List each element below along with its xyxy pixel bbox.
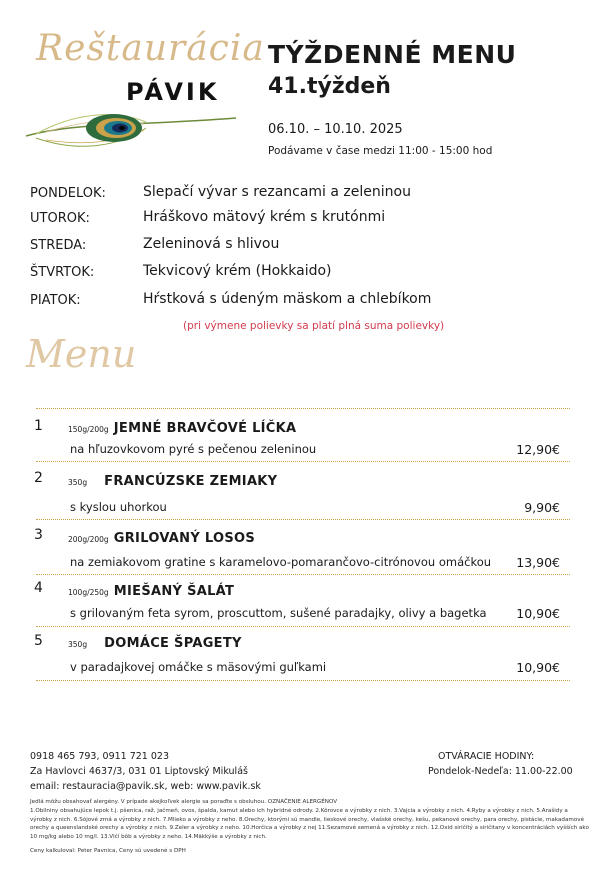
date-range: 06.10. – 10.10. 2025	[268, 122, 403, 137]
dish-heading	[68, 580, 234, 599]
dish-name: MIEŠANÝ ŠALÁT	[113, 584, 235, 599]
divider	[36, 408, 570, 409]
dish-description: s kyslou uhorkou	[70, 500, 167, 514]
dish-description: s grilovaným feta syrom, proscuttom, sušené paradajky, olivy a bagetka	[70, 606, 487, 620]
week-label: 41.týždeň	[268, 74, 391, 99]
dish-number: 5	[34, 633, 43, 649]
opening-hours-label: OTVÁRACIE HODINY:	[438, 751, 535, 762]
soup-day: ŠTVRTOK:	[30, 265, 95, 280]
logo-name: PÁVIK	[126, 78, 220, 106]
allergen-line: 10 mg/kg alebo 10 mg/l. 13.Vlčí bôb a výrobky z neho. 14.Mäkkýše a výrobky z nich.	[30, 833, 267, 840]
dish-heading	[68, 632, 242, 651]
dish-name: DOMÁCE ŠPAGETY	[104, 636, 242, 651]
page-title: TÝŽDENNÉ MENU	[268, 40, 517, 69]
dish-heading	[68, 527, 255, 546]
divider	[36, 461, 570, 462]
soup-day: STREDA:	[30, 238, 87, 253]
dish-description: na zemiakovom gratine s karamelovo-pomarančovo-citrónovou omáčkou	[70, 555, 492, 569]
soup-day: PONDELOK:	[30, 186, 106, 201]
soup-name: Tekvicový krém (Hokkaido)	[143, 263, 332, 279]
soup-day: UTOROK:	[30, 211, 90, 226]
contact-info: email: restauracia@pavik.sk, web: www.pavik.sk	[30, 781, 261, 792]
dish-heading	[68, 470, 277, 489]
dish-name: FRANCÚZSKE ZEMIAKY	[104, 474, 278, 489]
serving-hours: Podávame v čase medzi 11:00 - 15:00 hod	[268, 145, 493, 157]
dish-price: 12,90€	[516, 442, 560, 457]
soup-name: Slepačí vývar s rezancami a zeleninou	[143, 184, 411, 200]
dish-weight: 350g	[68, 478, 88, 487]
dish-number: 1	[34, 418, 43, 434]
soup-note: (pri výmene polievky sa platí plná suma polievky)	[183, 320, 445, 332]
divider	[36, 626, 570, 627]
dish-name: JEMNÉ BRAVČOVÉ LÍČKA	[113, 421, 297, 436]
menu-script-heading: Menu	[26, 332, 137, 376]
soup-name: Zeleninová s hlivou	[143, 236, 280, 252]
soup-day: PIATOK:	[30, 293, 81, 308]
dish-weight: 150g/200g	[68, 425, 109, 434]
dish-weight: 350g	[68, 640, 88, 649]
dish-price: 10,90€	[516, 606, 560, 621]
allergen-line: výrobky z nich. 6.Sójové zrná a výrobky z nich. 7.Mlieko a výrobky z neho. 8.Orechy, ktorými sú mandle, lieskové orechy, vlašské orechy, kešu, pekanové orechy, para orechy, pistácie, makadamové	[30, 816, 585, 823]
divider	[36, 519, 570, 520]
dish-description: na hľuzovkovom pyré s pečenou zeleninou	[70, 442, 317, 456]
address: Za Havlovci 4637/3, 031 01 Liptovský Mikuláš	[30, 766, 248, 777]
dish-weight: 100g/250g	[68, 588, 109, 597]
divider	[36, 574, 570, 575]
soup-name: Hráškovo mätový krém s krutónmi	[143, 209, 386, 225]
dish-price: 9,90€	[524, 500, 560, 515]
opening-hours-value: Pondelok-Nedeľa: 11.00-22.00	[428, 766, 573, 777]
dish-price: 13,90€	[516, 555, 560, 570]
dish-price: 10,90€	[516, 660, 560, 675]
dish-weight: 200g/200g	[68, 535, 109, 544]
allergen-list	[30, 807, 590, 841]
dish-name: GRILOVANÝ LOSOS	[113, 531, 256, 546]
dish-number: 2	[34, 470, 43, 486]
price-credits: Ceny kalkuloval: Peter Pavnica, Ceny sú uvedené s DPH	[30, 848, 186, 854]
divider	[36, 680, 570, 681]
dish-description: v paradajkovej omáčke s mäsovými guľkami	[70, 660, 327, 674]
soup-name: Hŕstková s údeným mäskom a chlebíkom	[143, 291, 432, 307]
dish-number: 3	[34, 527, 43, 543]
allergen-intro: Jedlá môžu obsahovať alergény. V prípade akejkoľvek alergie sa poraďte s obsluhou. OZNAČENIE ALERGÉNOV	[30, 799, 338, 805]
dish-number: 4	[34, 580, 43, 596]
allergen-line: orechy a queenslandské orechy a výrobky z nich. 9.Zeler a výrobky z neho. 10.Horčica a výrobky z nej 11.Sezamové semená a výrobky z nich. 12.Oxid siričitý a siričitany v koncentráciách vyšších ako	[30, 825, 589, 832]
allergen-line: 1.Obilniny obsahujúce lepok t.j. pšenica, raž, jačmeň, ovos, špalda, kamut alebo ich hybridné odrody. 2.Kôrovce a výrobky z nich. 3.Vajcia a výrobky z nich. 4.Ryby a výrobky z nich. 5.Arašidy a	[30, 808, 568, 814]
logo-script-text: Reštaurácia	[36, 28, 265, 69]
phone-numbers: 0918 465 793, 0911 721 023	[30, 751, 170, 762]
dish-heading	[68, 417, 296, 436]
